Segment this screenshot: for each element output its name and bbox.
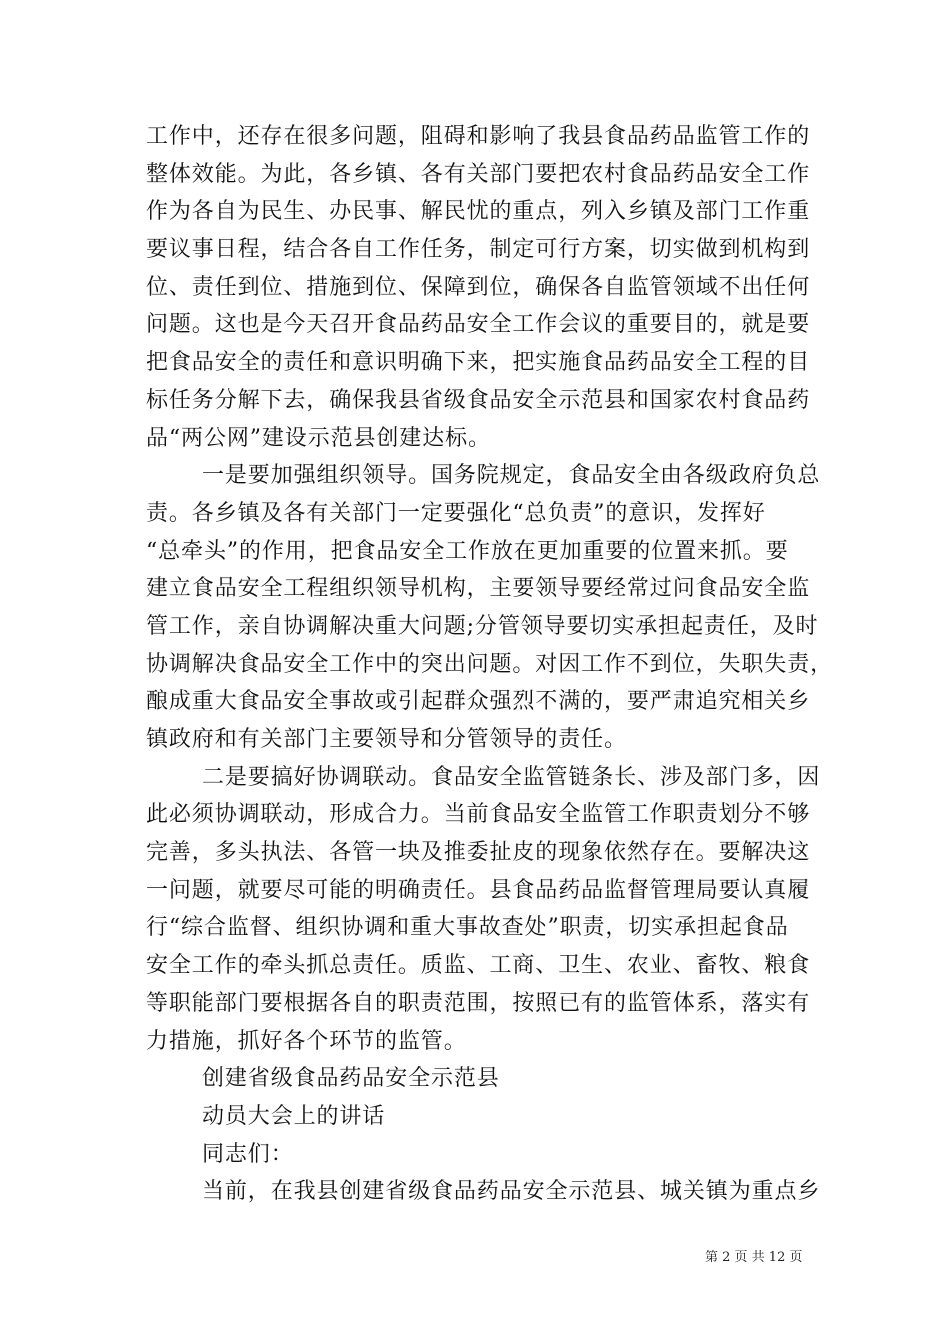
text-line: 创建省级食品药品安全示范县 [202,1066,500,1092]
text-line: 同志们： [202,1141,294,1167]
text-line: 管工作，亲自协调解决重大问题;分管领导要切实承担起责任，及时 [146,613,819,639]
text-line: 把食品安全的责任和意识明确下来，把实施食品药品安全工程的目 [146,350,811,376]
text-line: 标任务分解下去，确保我县省级食品安全示范县和国家农村食品药 [146,387,811,413]
text-line: 力措施，抓好各个环节的监管。 [146,1028,467,1054]
text-line: 责。各乡镇及各有关部门一定要强化“总负责”的意识，发挥好 [146,500,766,526]
text-line: 一问题，就要尽可能的明确责任。县食品药品监督管理局要认真履 [146,877,811,903]
text-line: 作为各自为民生、办民事、解民忧的重点，列入乡镇及部门工作重 [146,199,811,225]
text-line: 建立食品安全工程组织领导机构，主要领导要经常过问食品安全监 [146,576,811,602]
page-number-footer: 第 2 页 共 12 页 [705,1250,803,1265]
text-line: 动员大会上的讲话 [202,1103,386,1129]
text-line: 品“两公网”建设示范县创建达标。 [146,425,491,451]
text-line: 完善，多头执法、各管一块及推委扯皮的现象依然存在。要解决这 [146,840,811,866]
text-line: 工作中，还存在很多问题，阻碍和影响了我县食品药品监管工作的 [146,124,811,149]
text-line: “总牵头”的作用，把食品安全工作放在更加重要的位置来抓。要 [146,538,789,564]
text-line: 问题。这也是今天召开食品药品安全工作会议的重要目的，就是要 [146,312,811,338]
text-line: 安全工作的牵头抓总责任。质监、工商、卫生、农业、畜牧、粮食 [146,953,811,979]
text-line: 位、责任到位、措施到位、保障到位，确保各自监管领域不出任何 [146,274,811,300]
text-line: 整体效能。为此，各乡镇、各有关部门要把农村食品药品安全工作 [146,161,811,187]
text-line: 酿成重大食品安全事故或引起群众强烈不满的，要严肃追究相关乡 [146,689,811,715]
text-line: 协调解决食品安全工作中的突出问题。对因工作不到位，失职失责， [146,651,834,677]
text-line: 当前，在我县创建省级食品药品安全示范县、城关镇为重点乡 [202,1179,821,1205]
text-line: 二是要搞好协调联动。食品安全监管链条长、涉及部门多，因 [202,764,821,790]
text-line: 等职能部门要根据各自的职责范围，按照已有的监管体系，落实有 [146,990,811,1016]
text-line: 此必须协调联动，形成合力。当前食品安全监管工作职责划分不够 [146,802,811,828]
body-text [146,118,834,1211]
text-line: 行“综合监督、组织协调和重大事故查处”职责，切实承担起食品 [146,915,789,941]
text-line: 一是要加强组织领导。国务院规定，食品安全由各级政府负总 [202,463,821,489]
text-line: 要议事日程，结合各自工作任务，制定可行方案，切实做到机构到 [146,237,811,263]
text-line: 镇政府和有关部门主要领导和分管领导的责任。 [146,727,627,752]
